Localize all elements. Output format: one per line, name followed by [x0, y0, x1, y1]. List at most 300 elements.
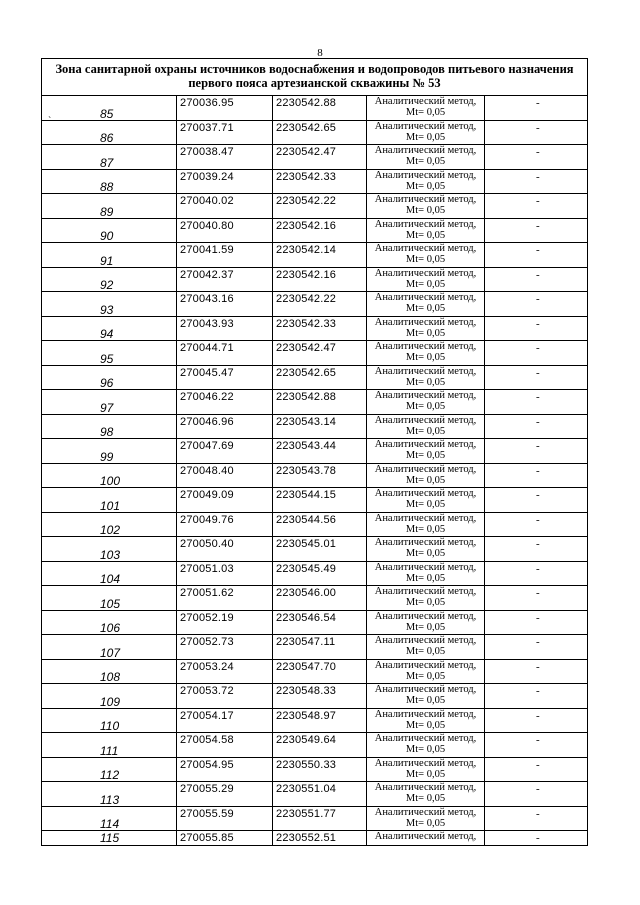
method-cell — [367, 194, 485, 218]
point-number: 96 — [100, 376, 114, 390]
point-number-cell — [42, 170, 177, 194]
point-number: 114 — [100, 817, 120, 831]
note-dash: - — [536, 734, 540, 746]
accuracy-text: Mt= 0,05 — [405, 646, 446, 657]
method-text: Аналитический метод, — [374, 414, 477, 426]
point-number-cell — [42, 586, 177, 610]
table-body — [42, 96, 587, 845]
point-number: 105 — [100, 596, 121, 611]
note-cell — [485, 635, 587, 659]
y-coordinate: 2230542.47 — [276, 342, 337, 354]
accuracy-text: Mt= 0,05 — [405, 572, 446, 584]
table-row — [42, 145, 587, 170]
y-coordinate-cell — [273, 219, 367, 243]
point-number-cell — [42, 219, 177, 243]
y-coordinate: 2230542.65 — [276, 121, 337, 134]
y-coordinate: 2230542.16 — [276, 268, 337, 281]
y-coordinate-cell — [273, 807, 367, 831]
note-cell — [485, 170, 587, 194]
note-dash: - — [536, 807, 540, 820]
method-text: Аналитический метод, — [374, 782, 477, 793]
method-text: Аналитический метод, — [374, 267, 477, 279]
point-number-cell — [42, 390, 177, 414]
accuracy-text: Mt= 0,05 — [405, 499, 446, 510]
y-coordinate: 2230542.33 — [276, 170, 337, 183]
method-cell — [367, 684, 485, 708]
accuracy-text: Mt= 0,05 — [405, 523, 446, 535]
accuracy-text: Mt= 0,05 — [405, 474, 446, 486]
point-number-cell — [42, 660, 177, 684]
note-dash: - — [536, 268, 540, 281]
x-coordinate-cell — [177, 170, 273, 194]
y-coordinate-cell — [273, 684, 367, 708]
point-number: 93 — [100, 302, 114, 317]
x-coordinate-cell — [177, 145, 273, 169]
x-coordinate-cell — [177, 611, 273, 635]
note-dash: - — [536, 464, 540, 477]
x-coordinate: 270051.62 — [180, 587, 234, 599]
x-coordinate-cell — [177, 390, 273, 414]
y-coordinate: 2230548.33 — [276, 685, 337, 697]
table-row — [42, 831, 587, 845]
note-dash: - — [536, 391, 540, 403]
method-text: Аналитический метод, — [374, 512, 477, 524]
point-number: 108 — [100, 670, 121, 684]
accuracy-text: Mt= 0,05 — [405, 376, 446, 388]
x-coordinate: 270038.47 — [180, 146, 234, 158]
point-number: 107 — [100, 645, 121, 660]
x-coordinate: 270055.85 — [180, 832, 234, 844]
note-dash: - — [536, 783, 540, 795]
note-dash: - — [536, 195, 540, 207]
x-coordinate-cell — [177, 366, 273, 390]
accuracy-text: Mt= 0,05 — [405, 401, 446, 412]
method-text: Аналитический метод, — [374, 316, 477, 328]
point-number-cell — [42, 464, 177, 488]
method-text: Аналитический метод, — [374, 488, 477, 499]
x-coordinate: 270050.40 — [180, 538, 234, 550]
x-coordinate-cell — [177, 96, 273, 120]
point-number-cell — [42, 758, 177, 782]
x-coordinate-cell — [177, 684, 273, 708]
point-number-cell — [42, 635, 177, 659]
point-number-cell — [42, 807, 177, 831]
point-number: 95 — [100, 351, 114, 366]
method-cell — [367, 268, 485, 292]
table-row — [42, 390, 587, 415]
x-coordinate: 270044.71 — [180, 342, 234, 354]
method-cell — [367, 96, 485, 120]
point-number-cell — [42, 562, 177, 586]
x-coordinate: 270053.72 — [180, 685, 234, 697]
note-dash: - — [536, 121, 540, 134]
method-cell — [367, 341, 485, 365]
x-coordinate-cell — [177, 243, 273, 267]
note-cell — [485, 121, 587, 145]
y-coordinate: 2230543.44 — [276, 440, 337, 452]
table-row — [42, 562, 587, 587]
method-cell — [367, 586, 485, 610]
point-number: 106 — [100, 621, 121, 635]
point-number-cell — [42, 684, 177, 708]
note-cell — [485, 513, 587, 537]
y-coordinate: 2230551.77 — [276, 807, 337, 820]
method-cell — [367, 366, 485, 390]
x-coordinate: 270054.95 — [180, 758, 234, 771]
method-text: Аналитический метод, — [374, 733, 477, 744]
point-number-cell — [42, 145, 177, 169]
table-title-line-1: Зона санитарной охраны источников водоснабжения и водопроводов питьевого назначения — [55, 62, 574, 76]
point-number: 85 — [100, 106, 114, 121]
x-coordinate-cell — [177, 635, 273, 659]
method-cell — [367, 807, 485, 831]
x-coordinate: 270040.80 — [180, 219, 234, 232]
point-number: 102 — [100, 523, 121, 537]
method-cell — [367, 170, 485, 194]
y-coordinate: 2230543.78 — [276, 464, 337, 477]
y-coordinate: 2230544.56 — [276, 513, 337, 526]
method-text: Аналитический метод, — [374, 365, 477, 377]
y-coordinate: 2230544.15 — [276, 489, 337, 501]
point-number-cell — [42, 831, 177, 845]
x-coordinate-cell — [177, 415, 273, 439]
accuracy-text: Mt= 0,05 — [405, 768, 446, 780]
x-coordinate-cell — [177, 268, 273, 292]
accuracy-text: Mt= 0,05 — [405, 229, 446, 241]
table-row — [42, 513, 587, 538]
accuracy-text: Mt= 0,05 — [405, 205, 446, 216]
note-cell — [485, 96, 587, 120]
note-cell — [485, 415, 587, 439]
note-dash: - — [536, 219, 540, 232]
point-number-cell — [42, 488, 177, 512]
method-text: Аналитический метод, — [374, 659, 477, 671]
note-cell — [485, 562, 587, 586]
point-number-cell — [42, 96, 177, 120]
note-cell — [485, 709, 587, 733]
note-cell — [485, 439, 587, 463]
y-coordinate-cell — [273, 831, 367, 845]
point-number-cell — [42, 341, 177, 365]
point-number: 113 — [100, 792, 120, 807]
y-coordinate-cell — [273, 170, 367, 194]
note-cell — [485, 464, 587, 488]
note-cell — [485, 243, 587, 267]
point-number: 87 — [100, 155, 114, 170]
y-coordinate-cell — [273, 611, 367, 635]
note-dash: - — [536, 709, 540, 722]
note-cell — [485, 194, 587, 218]
table-row — [42, 341, 587, 366]
note-dash: - — [536, 317, 540, 330]
method-cell — [367, 562, 485, 586]
y-coordinate-cell — [273, 635, 367, 659]
note-cell — [485, 733, 587, 757]
method-text: Аналитический метод, — [374, 145, 477, 156]
y-coordinate: 2230542.16 — [276, 219, 337, 232]
note-dash: - — [536, 587, 540, 599]
x-coordinate: 270049.76 — [180, 513, 234, 526]
table-row — [42, 660, 587, 685]
accuracy-text: Mt= 0,05 — [405, 131, 446, 143]
point-number-cell — [42, 733, 177, 757]
x-coordinate: 270052.19 — [180, 611, 234, 624]
table-row — [42, 709, 587, 734]
method-text: Аналитический метод, — [374, 120, 477, 132]
note-dash: - — [536, 97, 540, 109]
x-coordinate-cell — [177, 488, 273, 512]
note-cell — [485, 537, 587, 561]
method-text: Аналитический метод, — [374, 243, 477, 254]
accuracy-text: Mt= 0,05 — [405, 303, 446, 314]
point-number: 103 — [100, 547, 121, 562]
point-number-cell — [42, 194, 177, 218]
y-coordinate-cell — [273, 268, 367, 292]
note-dash: - — [536, 415, 540, 428]
method-cell — [367, 611, 485, 635]
x-coordinate: 270036.95 — [180, 97, 234, 109]
y-coordinate: 2230552.51 — [276, 832, 337, 844]
accuracy-text: Mt= 0,05 — [405, 744, 446, 755]
x-coordinate: 270055.59 — [180, 807, 234, 820]
y-coordinate-cell — [273, 243, 367, 267]
x-coordinate: 270054.58 — [180, 734, 234, 746]
note-cell — [485, 292, 587, 316]
y-coordinate-cell — [273, 513, 367, 537]
x-coordinate: 270042.37 — [180, 268, 234, 281]
method-text: Аналитический метод, — [374, 561, 477, 573]
point-number-cell — [42, 439, 177, 463]
method-text: Аналитический метод, — [374, 439, 477, 450]
note-dash: - — [536, 342, 540, 354]
y-coordinate: 2230547.70 — [276, 660, 337, 673]
y-coordinate-cell — [273, 317, 367, 341]
table-row — [42, 121, 587, 146]
accuracy-text: Mt= 0,05 — [405, 621, 446, 633]
point-number-cell — [42, 121, 177, 145]
method-cell — [367, 390, 485, 414]
x-coordinate: 270041.59 — [180, 244, 234, 256]
page-number: 8 — [317, 47, 323, 59]
table-row — [42, 782, 587, 807]
x-coordinate: 270052.73 — [180, 636, 234, 648]
x-coordinate-cell — [177, 709, 273, 733]
y-coordinate-cell — [273, 121, 367, 145]
y-coordinate-cell — [273, 562, 367, 586]
x-coordinate: 270054.17 — [180, 709, 234, 722]
note-dash: - — [536, 489, 540, 501]
y-coordinate: 2230542.14 — [276, 244, 337, 256]
x-coordinate: 270043.16 — [180, 293, 234, 305]
accuracy-text: Mt= 0,05 — [405, 107, 446, 118]
point-number: 104 — [100, 572, 121, 586]
point-number: 97 — [100, 400, 114, 415]
accuracy-text: Mt= 0,05 — [405, 817, 446, 829]
x-coordinate-cell — [177, 513, 273, 537]
y-coordinate-cell — [273, 415, 367, 439]
y-coordinate: 2230542.47 — [276, 146, 337, 158]
method-cell — [367, 464, 485, 488]
table-row — [42, 537, 587, 562]
x-coordinate: 270048.40 — [180, 464, 234, 477]
note-dash: - — [536, 562, 540, 575]
y-coordinate: 2230543.14 — [276, 415, 337, 428]
accuracy-text: Mt= 0,05 — [405, 793, 446, 804]
point-number: 115 — [100, 831, 120, 845]
method-cell — [367, 317, 485, 341]
y-coordinate: 2230545.01 — [276, 538, 337, 550]
method-text: Аналитический метод, — [374, 341, 477, 352]
method-cell — [367, 292, 485, 316]
method-cell — [367, 660, 485, 684]
x-coordinate-cell — [177, 537, 273, 561]
method-cell — [367, 243, 485, 267]
x-coordinate: 270051.03 — [180, 562, 234, 575]
table-row — [42, 464, 587, 489]
note-cell — [485, 586, 587, 610]
table-row — [42, 488, 587, 513]
note-dash: - — [536, 832, 540, 844]
method-text: Аналитический метод, — [374, 96, 477, 107]
table-row — [42, 317, 587, 342]
note-cell — [485, 145, 587, 169]
point-number: 90 — [100, 229, 114, 243]
table-row — [42, 758, 587, 783]
note-dash: - — [536, 440, 540, 452]
note-dash: - — [536, 660, 540, 673]
point-number-cell — [42, 709, 177, 733]
y-coordinate-cell — [273, 390, 367, 414]
note-cell — [485, 611, 587, 635]
x-coordinate: 270055.29 — [180, 783, 234, 795]
y-coordinate-cell — [273, 733, 367, 757]
point-number-cell — [42, 366, 177, 390]
accuracy-text: Mt= 0,05 — [405, 670, 446, 682]
point-number-cell — [42, 513, 177, 537]
point-number-cell — [42, 537, 177, 561]
table-row — [42, 807, 587, 832]
method-text: Аналитический метод, — [374, 586, 477, 597]
y-coordinate-cell — [273, 96, 367, 120]
point-number-cell — [42, 268, 177, 292]
method-cell — [367, 782, 485, 806]
method-text: Аналитический метод, — [374, 806, 477, 818]
point-number-cell — [42, 782, 177, 806]
table-row — [42, 268, 587, 293]
table-row — [42, 439, 587, 464]
y-coordinate: 2230542.65 — [276, 366, 337, 379]
note-cell — [485, 782, 587, 806]
accuracy-text: Mt= 0,05 — [405, 719, 446, 731]
note-dash: - — [536, 538, 540, 550]
note-dash: - — [536, 366, 540, 379]
method-text: Аналитический метод, — [374, 684, 477, 695]
x-coordinate: 270049.09 — [180, 489, 234, 501]
note-cell — [485, 684, 587, 708]
note-cell — [485, 831, 587, 845]
note-cell — [485, 341, 587, 365]
method-cell — [367, 758, 485, 782]
accuracy-text: Mt= 0,05 — [405, 180, 446, 192]
note-dash: - — [536, 170, 540, 183]
table-row — [42, 635, 587, 660]
y-coordinate-cell — [273, 145, 367, 169]
accuracy-text: Mt= 0,05 — [405, 156, 446, 167]
method-text: Аналитический метод, — [374, 463, 477, 475]
table-title — [42, 59, 587, 96]
x-coordinate-cell — [177, 219, 273, 243]
x-coordinate: 270043.93 — [180, 317, 234, 330]
x-coordinate-cell — [177, 562, 273, 586]
x-coordinate-cell — [177, 439, 273, 463]
y-coordinate: 2230542.22 — [276, 195, 337, 207]
point-number-cell — [42, 243, 177, 267]
table-row — [42, 219, 587, 244]
x-coordinate-cell — [177, 586, 273, 610]
method-text: Аналитический метод, — [374, 194, 477, 205]
point-number: 109 — [100, 694, 121, 709]
note-cell — [485, 219, 587, 243]
note-dash: - — [536, 758, 540, 771]
method-text: Аналитический метод, — [374, 169, 477, 181]
y-coordinate: 2230550.33 — [276, 758, 337, 771]
x-coordinate: 270040.02 — [180, 195, 234, 207]
coordinates-table — [41, 58, 588, 846]
table-title-line-2: первого пояса артезианской скважины № 53 — [188, 76, 441, 90]
x-coordinate-cell — [177, 464, 273, 488]
point-number: 99 — [100, 449, 114, 464]
point-number-cell — [42, 611, 177, 635]
method-text: Аналитический метод, — [374, 218, 477, 230]
accuracy-text: Mt= 0,05 — [405, 278, 446, 290]
table-row — [42, 194, 587, 219]
x-coordinate-cell — [177, 733, 273, 757]
method-text: Аналитический метод, — [374, 635, 477, 646]
y-coordinate-cell — [273, 292, 367, 316]
point-number: 89 — [100, 204, 114, 219]
accuracy-text: Mt= 0,05 — [405, 597, 446, 608]
note-dash: - — [536, 636, 540, 648]
method-cell — [367, 831, 485, 845]
table-row — [42, 243, 587, 268]
point-number: 88 — [100, 180, 114, 194]
note-cell — [485, 758, 587, 782]
x-coordinate: 270053.24 — [180, 660, 234, 673]
note-dash: - — [536, 611, 540, 624]
y-coordinate-cell — [273, 660, 367, 684]
x-coordinate-cell — [177, 807, 273, 831]
point-number: 112 — [100, 768, 120, 782]
note-cell — [485, 317, 587, 341]
y-coordinate: 2230549.64 — [276, 734, 337, 746]
method-text: Аналитический метод, — [374, 390, 477, 401]
x-coordinate: 270046.22 — [180, 391, 234, 403]
table-row — [42, 170, 587, 195]
stray-mark: ` — [48, 116, 52, 127]
y-coordinate-cell — [273, 586, 367, 610]
note-dash: - — [536, 513, 540, 526]
y-coordinate: 2230545.49 — [276, 562, 337, 575]
accuracy-text: Mt= 0,05 — [405, 695, 446, 706]
note-cell — [485, 488, 587, 512]
method-cell — [367, 439, 485, 463]
y-coordinate-cell — [273, 366, 367, 390]
accuracy-text: Mt= 0,05 — [405, 352, 446, 363]
y-coordinate: 2230547.11 — [276, 636, 336, 648]
accuracy-text: Mt= 0,05 — [405, 450, 446, 461]
method-cell — [367, 635, 485, 659]
y-coordinate: 2230542.22 — [276, 293, 337, 305]
